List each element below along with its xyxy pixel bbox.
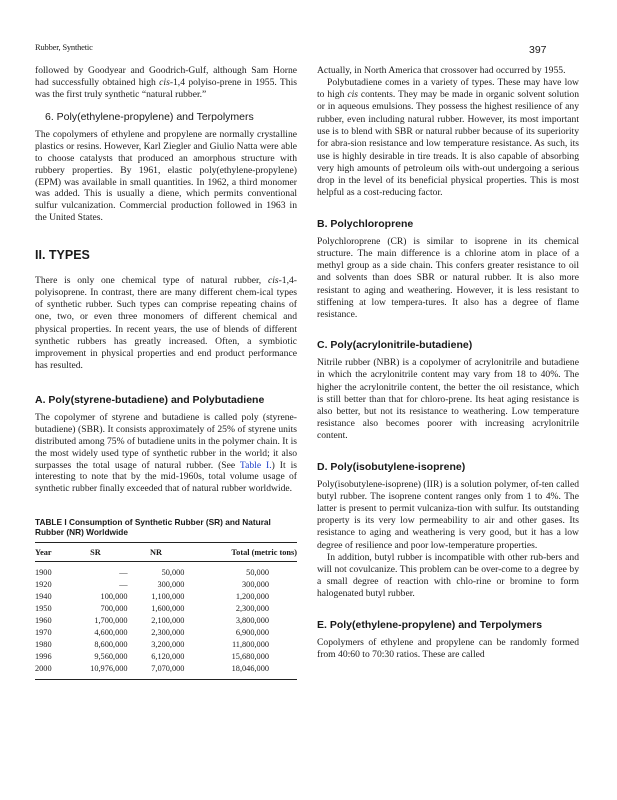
col-header: Year	[35, 542, 63, 561]
nr-cell: 2,100,000	[151, 616, 185, 626]
sr-cell: —	[119, 568, 128, 578]
subsection-heading: 6. Poly(ethylene-propylene) and Terpolymers	[45, 111, 254, 124]
table-row	[35, 651, 297, 663]
sr-cell: 8,600,000	[94, 640, 128, 650]
table-link[interactable]: Table I.	[239, 459, 272, 471]
page-number: 397	[529, 44, 547, 56]
sr-cell: 9,560,000	[94, 652, 128, 662]
col-header: SR	[63, 542, 127, 561]
year-cell: 2000	[35, 663, 63, 680]
paragraph	[35, 275, 297, 373]
paragraph	[35, 65, 297, 100]
year-cell: 1920	[35, 580, 52, 590]
col-header: NR	[128, 542, 185, 561]
table-header-row	[35, 542, 297, 561]
total-cell: 50,000	[246, 568, 269, 578]
nr-cell: 3,200,000	[151, 640, 185, 650]
consumption-table	[35, 542, 297, 680]
subsection-heading: E. Poly(ethylene-propylene) and Terpolymers	[317, 618, 543, 631]
text: ) It is interesting to note that by the mid-1960s, total volume usage of synthetic rubber finally exceeded that of natural rubber worldwide.	[35, 459, 297, 495]
italic-text: cis	[347, 89, 358, 101]
table-row	[35, 591, 297, 603]
table-row	[35, 603, 297, 615]
total-cell: 11,800,000	[231, 640, 269, 650]
section-heading: II. TYPES	[35, 247, 90, 262]
nr-cell: 50,000	[161, 568, 185, 578]
paragraph	[35, 412, 297, 495]
sr-cell: 700,000	[100, 604, 128, 614]
subsection-heading: A. Poly(styrene-butadiene) and Polybutadiene	[35, 394, 265, 407]
paragraph: Copolymers of ethylene and propylene can be randomly formed from 40:60 to 70:30 ratios. These are called	[317, 636, 579, 660]
table-caption: TABLE I Consumption of Synthetic Rubber (SR) and Natural Rubber (NR) Worldwide	[35, 516, 271, 538]
text: Polybutadiene comes in a variety of types. These may have low to high	[317, 76, 579, 101]
sr-cell: 100,000	[100, 592, 128, 602]
right-column	[317, 65, 579, 661]
text: There is only one chemical type of natural rubber,	[35, 274, 268, 286]
subsection-heading: C. Poly(acrylonitrile-butadiene)	[317, 339, 473, 352]
nr-cell: 6,120,000	[151, 652, 185, 662]
text: -1,4 polyiso-prene in 1955. This was the first truly synthetic “natural rubber.”	[35, 76, 297, 100]
italic-text: cis	[267, 274, 279, 286]
nr-cell: 300,000	[157, 580, 185, 590]
nr-cell: 1,100,000	[151, 592, 185, 602]
table-1	[35, 517, 297, 680]
text: contents. They may be made in organic solvent solution or in aqueous emulsions. They possess the highest resilience of any rubber, even including natural rubber. However, its most important use is to blend with SBR or natural rubber because of its superiority for abra-sion resistance and low temperature resistance. As such, its use is highly desirable in tire treads. It is also capable of absorbing very high amounts of petroleum oils with-out undergoing a serious drop in the level of its beneficial physical properties. This is most helpful as a cost-reducing factor.	[317, 89, 579, 199]
table-row	[35, 627, 297, 639]
paragraph: Polychloroprene (CR) is similar to isoprene in its chemical structure. The main difference is a chlorine atom in place of a methyl group as a side chain. This confers greater resistance to oil and solvents than does SBR or natural rubber. It is also more resistant to aging and weathering. However, it is less resistant to stiffening at low tempera-tures. It also has a degree of flame resistance.	[317, 235, 579, 320]
table-row	[35, 639, 297, 651]
subsection-heading: D. Poly(isobutylene-isoprene)	[317, 460, 466, 473]
sr-cell: 4,600,000	[94, 628, 128, 638]
text: followed by Goodyear and Goodrich-Gulf, although Sam Horne had successfully obtained high	[35, 65, 297, 88]
year-cell: 1950	[35, 604, 52, 614]
subsection-heading: B. Polychloroprene	[317, 217, 414, 230]
sr-cell: 10,976,000	[63, 663, 127, 680]
nr-cell: 7,070,000	[128, 663, 185, 680]
paragraph: In addition, butyl rubber is incompatible with other rub-bers and will not covulcanize. This problem can be over-come to a degree by a small degree of reaction with chlo-rine or bromine to form halogenated butyl rubber.	[317, 551, 579, 600]
year-cell: 1900	[35, 568, 52, 578]
sr-cell: —	[119, 580, 128, 590]
left-column	[35, 65, 297, 680]
text: -1,4-polyisoprene. In contrast, there are many different chem-ical types of synthetic rubber. Such types can comprise repeating chains of one, two, or even three monomers of different chemical and physical properties. In recent years, the use of blends of different synthetic rubbers has greatly increased. Often, a symbiotic improvement in physical properties and end product performance has resulted.	[35, 274, 297, 372]
year-cell: 1940	[35, 592, 52, 602]
text: The copolymer of styrene and butadiene is called poly (styrene-butadiene) (SBR). It consists approximately of 25% of styrene units distributed among 75% of butadiene units in the polymer chain. It is the most widely used type of synthetic rubber in the world; it also surpasses the total usage of natural rubber. (See	[35, 412, 297, 471]
total-cell: 1,200,000	[235, 592, 269, 602]
total-cell: 18,046,000	[184, 663, 297, 680]
year-cell: 1996	[35, 652, 52, 662]
col-header: Total (metric tons)	[184, 542, 297, 561]
year-cell: 1970	[35, 628, 52, 638]
sr-cell: 1,700,000	[94, 616, 128, 626]
nr-cell: 2,300,000	[151, 628, 185, 638]
table-row	[35, 663, 297, 680]
running-head: Rubber, Synthetic	[35, 42, 93, 52]
total-cell: 15,680,000	[231, 652, 269, 662]
total-cell: 300,000	[242, 580, 269, 590]
paragraph: Actually, in North America that crossover had occurred by 1955.	[317, 65, 566, 76]
total-cell: 3,800,000	[235, 616, 269, 626]
year-cell: 1980	[35, 640, 52, 650]
paragraph: The copolymers of ethylene and propylene are normally crystalline plastics or resins. However, Karl Ziegler and Giulio Natta were able to choose catalysts that produced an amorphous structure with rubbery properties. By 1961, elastic poly(ethylene-propylene) (EPM) was available in small quantities. In 1962, a third monomer was added. This is usually a diene, which permits conventional sulfur vulcanization. Commercial production followed in 1963 in the United States.	[35, 129, 297, 223]
table-row	[35, 561, 297, 579]
table-row	[35, 615, 297, 627]
total-cell: 2,300,000	[235, 604, 269, 614]
table-row	[35, 579, 297, 591]
total-cell: 6,900,000	[235, 628, 269, 638]
paragraph	[317, 77, 579, 200]
nr-cell: 1,600,000	[151, 604, 185, 614]
paragraph: Nitrile rubber (NBR) is a copolymer of acrylonitrile and butadiene in which the acrylonitrile content may vary from 18 to 40%. The higher the acrylonitrile content, the better the oil resistance, which is still better than that for chloro-prene. Its heat aging resistance is also better, but not its resistance to weathering. Low temperature resistance also becomes poorer with increasing acrylonitrile content.	[317, 357, 579, 442]
italic-text: cis	[159, 76, 170, 88]
year-cell: 1960	[35, 616, 52, 626]
paragraph: Poly(isobutylene-isoprene) (IIR) is a solution polymer, of-ten called butyl rubber. The isoprene content ranges only from 1 to 4%. The latter is present to permit vulcaniza-tion with sulfur. Its outstanding property is its very low permeability to air and other gases. Its resistance to aging and weathering is very good, but it has a low degree of resilience and poor low-temperature properties.	[317, 478, 579, 551]
